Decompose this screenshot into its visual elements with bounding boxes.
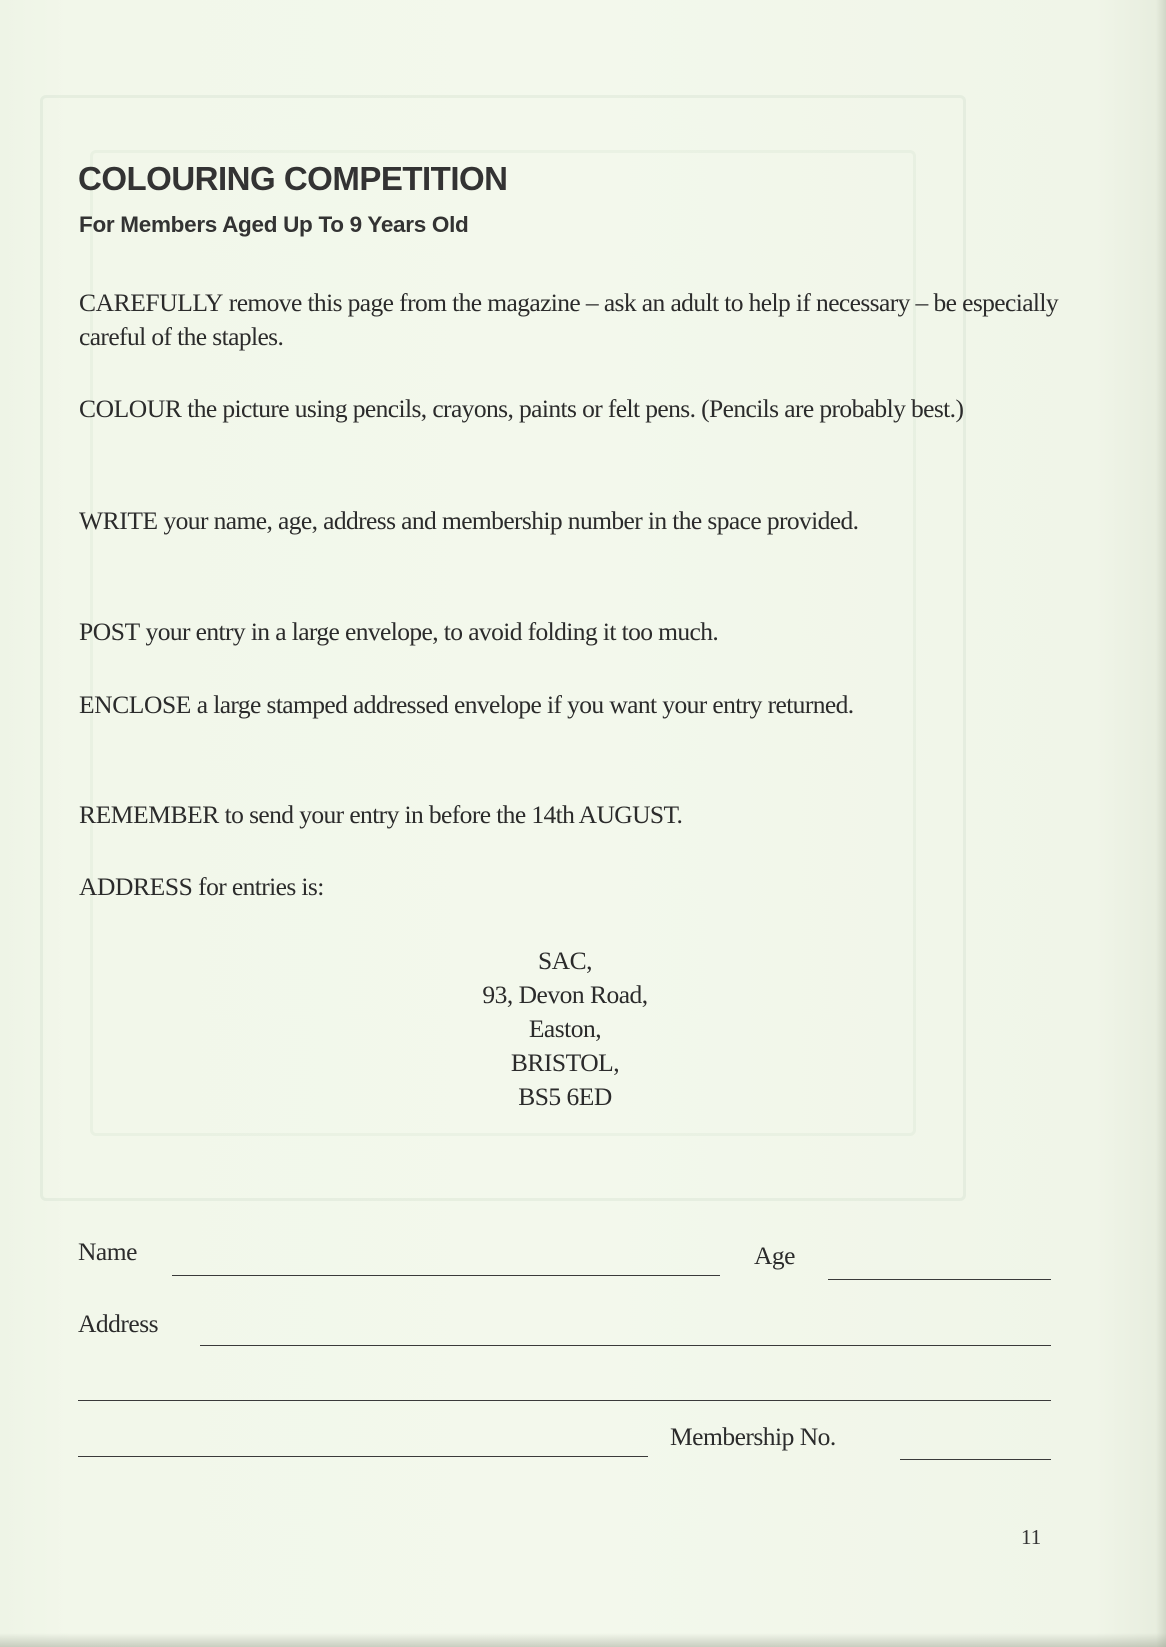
address-field-line-1[interactable]: [200, 1345, 1051, 1346]
name-label: Name: [78, 1237, 137, 1266]
instruction-remember: [79, 798, 1059, 832]
page-subtitle: For Members Aged Up To 9 Years Old: [79, 212, 469, 237]
age-label: Age: [754, 1241, 795, 1270]
instruction-write: [79, 504, 1059, 538]
instruction-lead: CAREFULLY: [79, 288, 224, 317]
instruction-lead: POST: [79, 617, 140, 646]
instruction-post: [79, 615, 1059, 649]
instruction-text: for entries is:: [192, 872, 324, 901]
address-field-line-2[interactable]: [78, 1400, 1051, 1401]
entry-address: [420, 944, 710, 1114]
instruction-lead: ADDRESS: [79, 872, 193, 901]
instruction-text: your entry in a large envelope, to avoid folding it too much.: [139, 617, 719, 646]
address-line: 93, Devon Road,: [482, 980, 648, 1009]
address-line: BS5 6ED: [518, 1082, 612, 1111]
address-line: SAC,: [538, 946, 592, 975]
instruction-lead: REMEMBER: [79, 800, 219, 829]
address-line: Easton,: [528, 1014, 602, 1043]
instruction-lead: COLOUR: [79, 394, 182, 423]
instruction-colour: [79, 392, 1059, 426]
instruction-carefully: [79, 286, 1059, 354]
age-field[interactable]: [828, 1279, 1051, 1280]
instruction-lead: ENCLOSE: [79, 690, 191, 719]
page-number: 11: [1021, 1525, 1042, 1549]
page-edge-right: [1156, 0, 1166, 1647]
membership-number-field[interactable]: [900, 1459, 1051, 1460]
address-label: Address: [78, 1309, 159, 1338]
address-line: BRISTOL,: [510, 1048, 620, 1077]
membership-number-label: Membership No.: [670, 1422, 836, 1451]
instruction-lead: WRITE: [79, 506, 158, 535]
instruction-text: a large stamped addressed envelope if you want your entry returned.: [190, 690, 854, 719]
address-field-line-3[interactable]: [78, 1456, 648, 1457]
instruction-text: your name, age, address and membership number in the space provided.: [157, 506, 859, 535]
instruction-text: remove this page from the magazine – ask an adult to help if necessary – be especially careful of the staples.: [79, 288, 1059, 351]
instruction-text: to send your entry in before the 14th AUGUST.: [218, 800, 683, 829]
page-title: COLOURING COMPETITION: [78, 160, 508, 197]
instruction-enclose: [79, 688, 1059, 722]
name-field[interactable]: [172, 1275, 720, 1276]
page-edge-bottom: [0, 1633, 1166, 1647]
instruction-text: the picture using pencils, crayons, paints or felt pens. (Pencils are probably best.): [181, 394, 964, 423]
instruction-address: [79, 870, 1059, 904]
